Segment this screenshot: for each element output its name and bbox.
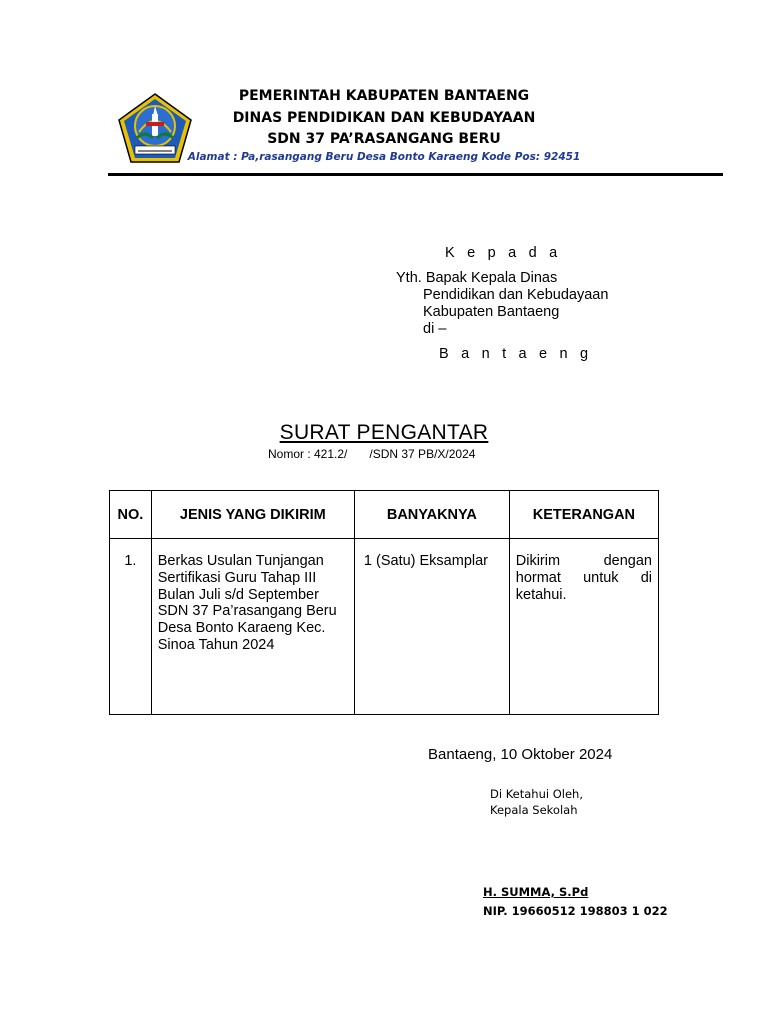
letterhead-school: SDN 37 PA’RASANGANG BERU <box>267 131 501 147</box>
signer-name: H. SUMMA, S.Pd <box>483 885 589 899</box>
cell-no: 1. <box>110 539 152 715</box>
header-keterangan: KETERANGAN <box>509 491 658 539</box>
cell-jenis: Berkas Usulan Tunjangan Sertifikasi Guru Tahap III Bulan Juli s/d September SDN 37 Pa’rasangang Beru Desa Bonto Karaeng Kec. Sinoa Tahun 2024 <box>151 539 354 715</box>
letterhead-department: DINAS PENDIDIKAN DAN KEBUDAYAAN <box>232 110 536 126</box>
letterhead-address: Alamat : Pa,rasangang Beru Desa Bonto Karaeng Kode Pos: 92451 <box>187 151 581 163</box>
header-no: NO. <box>110 491 152 539</box>
recipient-line2: Pendidikan dan Kebudayaan <box>423 287 609 303</box>
table-row <box>110 539 659 715</box>
recipient-kepada: K e p a d a <box>445 245 562 261</box>
header-jenis: JENIS YANG DIKIRIM <box>151 491 354 539</box>
cell-keterangan: Dikirim dengan hormat untuk di ketahui. <box>509 539 658 715</box>
document-number-suffix: /SDN 37 PB/X/2024 <box>369 447 476 461</box>
recipient-city: B a n t a e n g <box>439 346 593 362</box>
recipient-di: di – <box>423 321 447 337</box>
items-table <box>109 490 659 715</box>
recipient-yth: Yth. Bapak Kepala Dinas <box>396 270 558 286</box>
letterhead-divider <box>108 173 723 176</box>
recipient-line3: Kabupaten Bantaeng <box>423 304 560 320</box>
header-banyaknya: BANYAKNYA <box>354 491 509 539</box>
letterhead-government: PEMERINTAH KABUPATEN BANTAENG <box>238 88 530 104</box>
known-by: Di Ketahui Oleh, <box>490 787 583 801</box>
cell-banyaknya: 1 (Satu) Eksamplar <box>354 539 509 715</box>
table-header-row <box>110 491 659 539</box>
document-number <box>268 447 475 461</box>
signer-nip: NIP. 19660512 198803 1 022 <box>483 904 668 918</box>
document-title: SURAT PENGANTAR <box>279 421 489 444</box>
signer-position: Kepala Sekolah <box>490 803 578 817</box>
place-date: Bantaeng, 10 Oktober 2024 <box>428 746 613 763</box>
document-number-prefix: Nomor : 421.2/ <box>268 447 348 461</box>
